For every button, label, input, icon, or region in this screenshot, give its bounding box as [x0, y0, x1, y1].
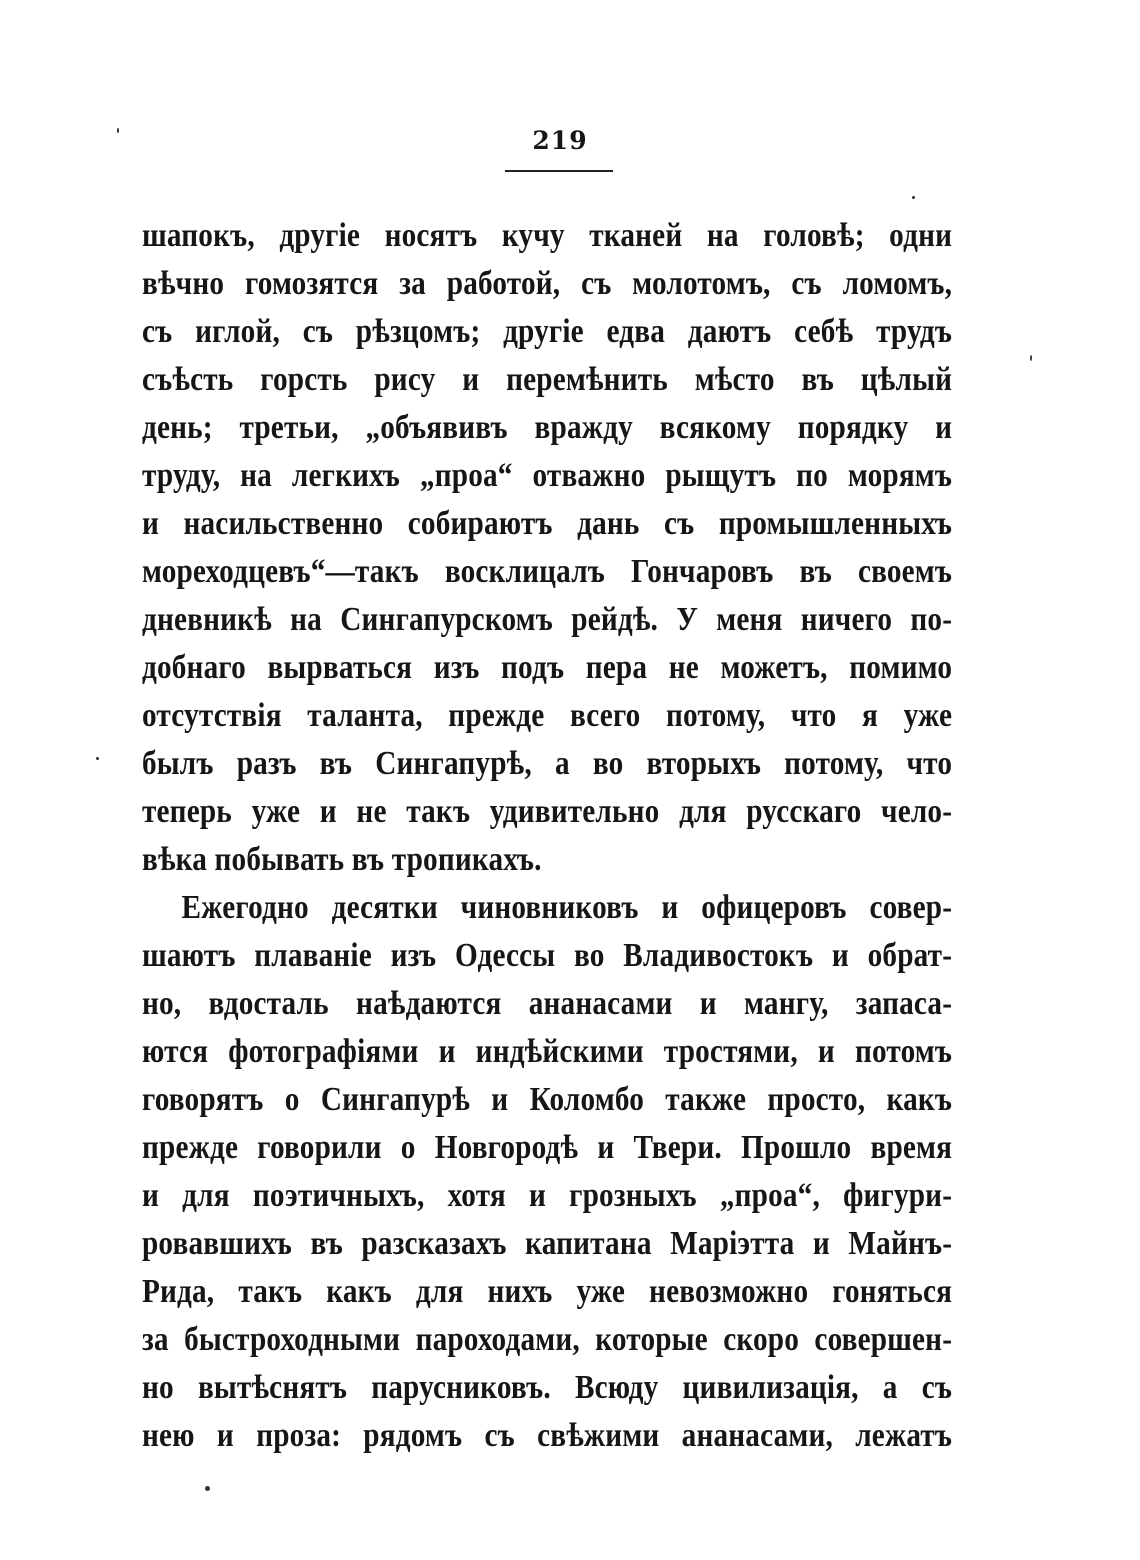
text-line: но вытѣснятъ парусниковъ. Всюду цивилизація, а съ — [142, 1369, 953, 1406]
text-line: добнаго вырваться изъ подъ пера не можетъ, помимо — [142, 649, 953, 686]
print-speck — [205, 1486, 210, 1491]
text-line: день; третьи, „объявивъ вражду всякому порядку и — [142, 409, 953, 446]
text-line: съ иглой, съ рѣзцомъ; другіе едва даютъ себѣ трудъ — [142, 313, 953, 350]
print-speck — [1030, 355, 1032, 361]
paragraph-2 — [142, 884, 952, 1460]
text-line: вѣка побывать въ тропикахъ. — [142, 841, 542, 878]
text-line: шапокъ, другіе носятъ кучу тканей на головѣ; одни — [142, 217, 953, 254]
print-speck — [96, 757, 99, 760]
text-line: дневникѣ на Сингапурскомъ рейдѣ. У меня ничего по- — [142, 601, 953, 638]
text-line: говорятъ о Сингапурѣ и Коломбо также просто, какъ — [142, 1081, 953, 1118]
text-line: за быстроходными пароходами, которые скоро совершен- — [142, 1321, 953, 1358]
text-line: былъ разъ въ Сингапурѣ, а во вторыхъ потому, что — [142, 745, 953, 782]
text-line: прежде говорили о Новгородѣ и Твери. Прошло время — [142, 1129, 953, 1166]
text-line: шаютъ плаваніе изъ Одессы во Владивостокъ и обрат- — [142, 937, 953, 974]
text-line: мореходцевъ“—такъ восклицалъ Гончаровъ въ своемъ — [142, 553, 953, 590]
text-line: отсутствія таланта, прежде всего потому, что я уже — [142, 697, 953, 734]
page-number: 219 — [532, 126, 588, 155]
text-line: но, вдосталь наѣдаются ананасами и мангу, запаса- — [142, 985, 953, 1022]
text-line: труду, на легкихъ „проа“ отважно рыщутъ по морямъ — [142, 457, 953, 494]
text-line: теперь уже и не такъ удивительно для русскаго чело- — [142, 793, 953, 830]
body-text — [142, 212, 952, 1460]
page-number-rule — [505, 170, 613, 172]
text-line: и для поэтичныхъ, хотя и грозныхъ „проа“, фигури- — [142, 1177, 953, 1214]
text-line: ются фотографіями и индѣйскими тростями, и потомъ — [142, 1033, 953, 1070]
text-line: Рида, такъ какъ для нихъ уже невозможно гоняться — [142, 1273, 953, 1310]
print-speck — [912, 196, 915, 199]
text-line: нею и проза: рядомъ съ свѣжими ананасами, лежатъ — [142, 1417, 953, 1454]
print-speck — [117, 128, 119, 133]
text-line: и насильственно собираютъ дань съ промышленныхъ — [142, 505, 953, 542]
text-line: ровавшихъ въ разсказахъ капитана Маріэтта и Майнъ- — [142, 1225, 953, 1262]
text-line: Ежегодно десятки чиновниковъ и офицеровъ совер- — [181, 889, 953, 926]
text-line: съѣсть горсть рису и перемѣнить мѣсто въ цѣлый — [142, 361, 953, 398]
text-line: вѣчно гомозятся за работой, съ молотомъ, съ ломомъ, — [142, 265, 953, 302]
paragraph-1 — [142, 212, 952, 884]
